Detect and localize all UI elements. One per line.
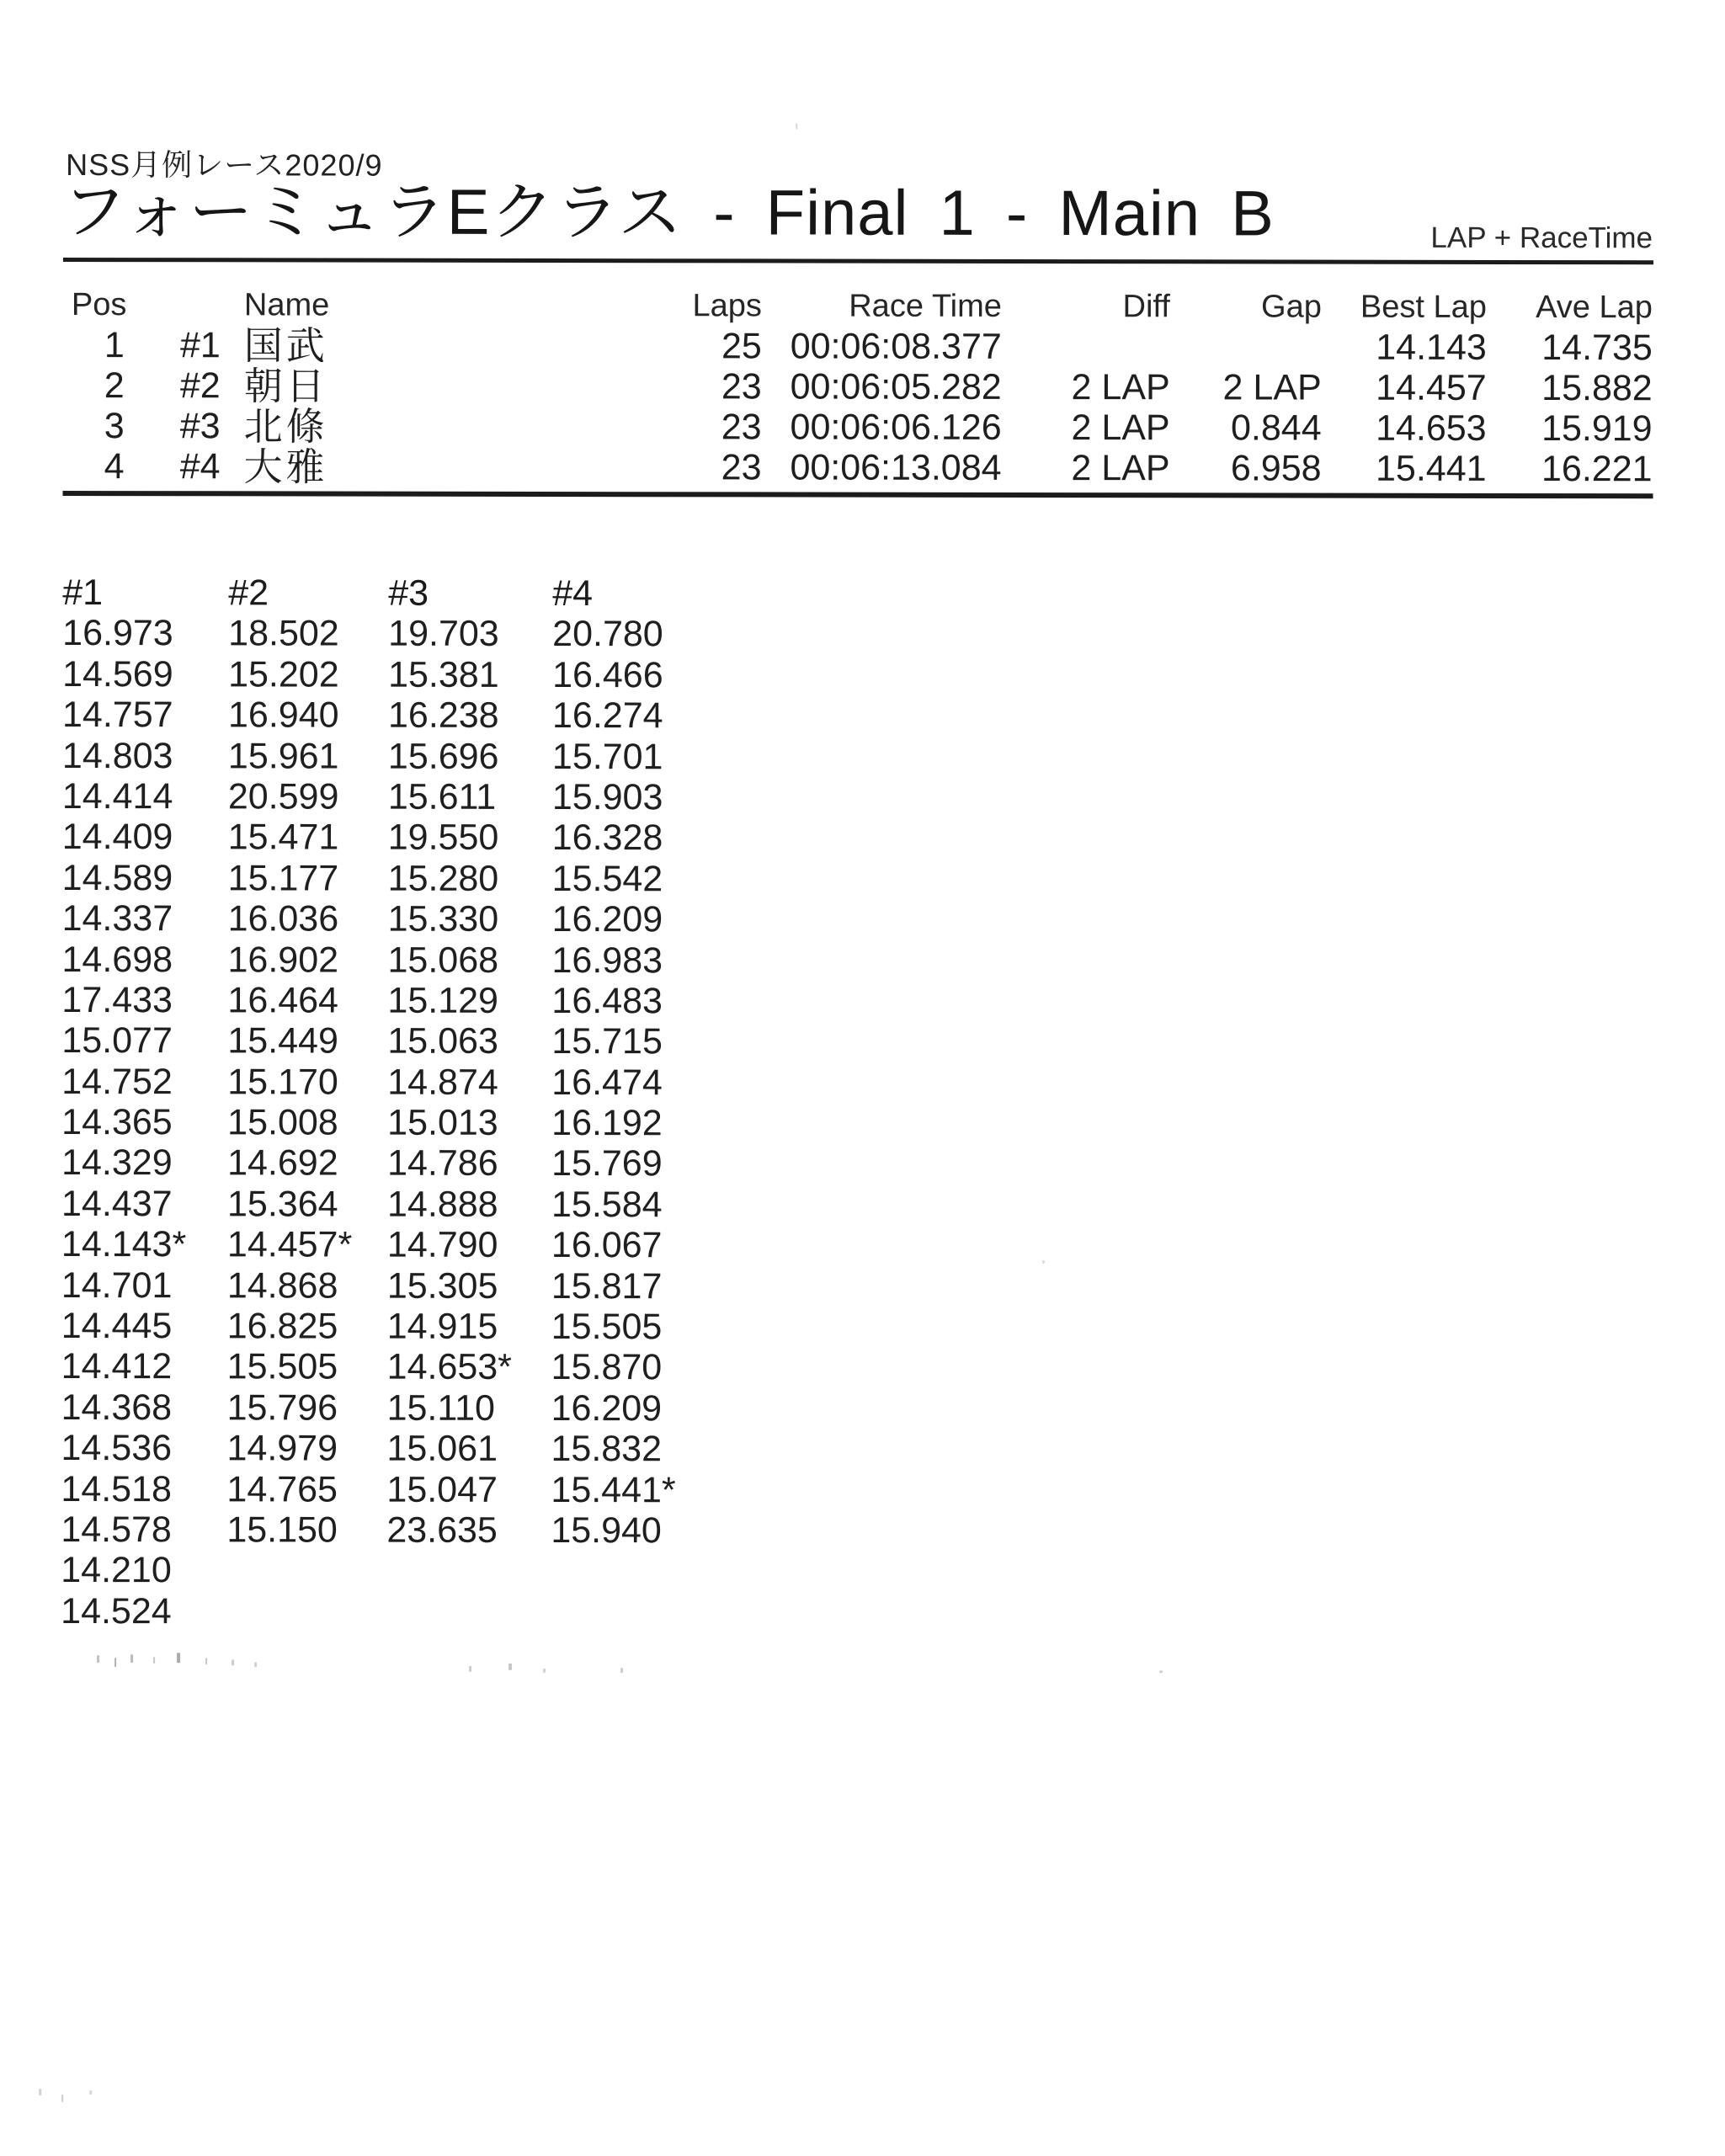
- lap-time-cell: 15.505: [226, 1346, 338, 1387]
- lap-time-cell: 15.110: [386, 1387, 495, 1429]
- lap-time-cell: 14.698: [61, 939, 173, 980]
- lap-time-cell: 15.170: [227, 1062, 338, 1103]
- lap-time-cell: 16.238: [387, 695, 499, 737]
- scan-noise-speck: [153, 1657, 155, 1664]
- scan-noise-speck: [1159, 1670, 1163, 1673]
- lap-row: [61, 1224, 728, 1266]
- lap-time-cell: 15.471: [227, 817, 339, 858]
- lap-time-cell: 15.940: [551, 1509, 662, 1552]
- diff-value: 2 LAP: [1071, 407, 1170, 449]
- lap-row: [62, 776, 729, 818]
- lap-time-cell: 15.077: [61, 1020, 173, 1062]
- lap-time-cell: 15.611: [387, 776, 497, 817]
- lap-row: [61, 1020, 728, 1062]
- results-row: [63, 406, 1653, 449]
- lap-time-cell: 14.329: [61, 1142, 173, 1184]
- scan-noise-speck: [97, 1655, 99, 1663]
- scan-noise-speck: [796, 124, 797, 130]
- laps-value: 23: [721, 366, 762, 407]
- lap-time-cell: 16.983: [551, 940, 663, 981]
- lap-time-cell: 14.803: [61, 735, 173, 776]
- lap-time-cell: 16.209: [551, 1387, 663, 1429]
- lap-time-cell: 14.874: [387, 1062, 498, 1103]
- results-header-row: [63, 285, 1653, 327]
- lap-col-header: #3: [388, 572, 429, 614]
- lap-time-cell: 14.979: [226, 1428, 338, 1469]
- lap-col-header: #1: [62, 572, 104, 614]
- lap-time-cell: 16.973: [62, 613, 173, 654]
- lap-time-cell: 15.696: [387, 736, 499, 777]
- lap-row: [62, 858, 729, 900]
- lap-time-cell: 17.433: [61, 979, 173, 1021]
- driver-name: 朝日: [243, 364, 328, 408]
- lap-time-cell: 16.902: [227, 939, 339, 981]
- lap-time-cell: 14.143*: [61, 1224, 187, 1265]
- scan-noise-speck: [205, 1658, 207, 1664]
- lap-time-cell: 14.790: [386, 1224, 498, 1266]
- lap-time-cell: 15.903: [551, 776, 663, 818]
- scan-noise-speck: [1042, 1260, 1045, 1264]
- page-title: フォーミュラEクラス - Final 1 - Main B: [62, 175, 1275, 250]
- lap-time-cell: 18.502: [228, 613, 339, 654]
- race-time-value: 00:06:08.377: [790, 326, 1002, 367]
- car-number: #2: [179, 365, 221, 407]
- results-table: [63, 285, 1653, 489]
- gap-value: 0.844: [1230, 407, 1322, 449]
- lap-time-cell: 20.599: [227, 776, 339, 817]
- ave-lap-header: Ave Lap: [1536, 290, 1653, 326]
- lap-time-cell: 14.524: [61, 1590, 172, 1632]
- lap-row: [61, 1306, 728, 1348]
- lap-time-cell: 15.305: [386, 1265, 498, 1307]
- lap-col-header: #2: [228, 572, 269, 614]
- driver-name: 北條: [243, 404, 328, 449]
- lap-row: [62, 654, 729, 696]
- lap-time-cell: 16.464: [227, 980, 339, 1021]
- scan-noise-speck: [177, 1653, 180, 1663]
- lap-time-cell: 16.483: [551, 980, 663, 1022]
- lap-time-cell: [551, 1592, 727, 1633]
- lap-row: [62, 695, 729, 737]
- race-time-value: 00:06:05.282: [790, 366, 1002, 407]
- laps-value: 23: [721, 447, 762, 488]
- scan-noise-speck: [232, 1659, 234, 1665]
- title-underline: [63, 258, 1653, 264]
- lap-time-cell: 16.328: [551, 817, 663, 859]
- race-time-value: 00:06:06.126: [790, 407, 1002, 448]
- pos-value: 4: [104, 446, 125, 487]
- best-lap-value: 14.457: [1376, 367, 1487, 408]
- lap-time-cell: 15.008: [227, 1102, 338, 1143]
- lap-row: [61, 1265, 728, 1307]
- lap-time-cell: 15.715: [551, 1021, 663, 1062]
- lap-time-cell: [226, 1551, 386, 1592]
- lap-time-cell: 16.474: [551, 1062, 663, 1103]
- driver-name: 大雅: [243, 445, 328, 489]
- lap-time-cell: 16.067: [551, 1225, 663, 1266]
- lap-time-cell: 16.274: [551, 695, 663, 737]
- diff-value: [1002, 327, 1170, 367]
- lap-time-cell: 15.150: [226, 1509, 338, 1551]
- lap-time-cell: 15.870: [551, 1347, 663, 1388]
- ave-lap-value: 16.221: [1541, 449, 1653, 490]
- lap-time-cell: 16.036: [227, 898, 339, 940]
- car-header: [125, 285, 221, 325]
- lap-time-cell: 14.653*: [386, 1347, 512, 1388]
- lap-time-cell: 14.409: [61, 817, 173, 858]
- lap-chart-table: [61, 572, 729, 1633]
- lap-time-cell: 16.192: [551, 1103, 663, 1144]
- scan-noise-speck: [61, 2095, 63, 2102]
- lap-time-cell: 15.063: [387, 1020, 498, 1062]
- laps-value: 23: [721, 407, 762, 448]
- scan-noise-speck: [469, 1666, 471, 1672]
- scan-noise-speck: [89, 2090, 92, 2095]
- lap-time-cell: 16.940: [227, 695, 339, 736]
- lap-row: [62, 736, 729, 778]
- ave-lap-value: 14.735: [1541, 327, 1653, 369]
- best-lap-value: 15.441: [1375, 448, 1487, 489]
- gap-header: Gap: [1261, 289, 1322, 325]
- laps-header: Laps: [692, 288, 762, 324]
- race-time-header: Race Time: [849, 288, 1002, 324]
- lap-time-cell: 14.589: [61, 857, 173, 898]
- lap-time-cell: 14.752: [61, 1061, 173, 1102]
- best-lap-header: Best Lap: [1360, 289, 1487, 325]
- lap-row: [61, 1102, 728, 1144]
- pos-value: 1: [104, 325, 125, 366]
- lap-time-cell: 15.280: [387, 858, 499, 899]
- scan-noise-speck: [114, 1658, 116, 1667]
- lap-time-cell: 14.569: [62, 653, 173, 695]
- pos-header: Pos: [71, 287, 127, 323]
- lap-time-cell: 14.518: [61, 1468, 173, 1509]
- best-lap-value: 14.653: [1376, 407, 1487, 449]
- lap-time-cell: 14.337: [61, 898, 173, 940]
- lap-time-cell: 15.961: [227, 735, 339, 777]
- lap-time-cell: 15.542: [551, 858, 663, 899]
- lap-row: [61, 980, 728, 1022]
- lap-time-cell: 15.202: [228, 654, 339, 695]
- lap-time-cell: 15.068: [387, 940, 499, 981]
- lap-time-cell: 15.013: [387, 1102, 498, 1143]
- lap-row: [61, 1062, 728, 1104]
- lap-time-cell: 14.915: [386, 1306, 498, 1347]
- lap-time-cell: 14.578: [61, 1509, 172, 1551]
- diff-value: 2 LAP: [1071, 448, 1170, 489]
- driver-name: 国武: [243, 323, 328, 368]
- scan-noise-speck: [508, 1664, 512, 1670]
- lap-time-cell: 15.364: [226, 1184, 338, 1225]
- lap-time-cell: 14.536: [61, 1428, 173, 1469]
- lap-time-cell: 19.550: [387, 817, 499, 859]
- lap-time-cell: 15.817: [551, 1265, 663, 1307]
- lap-time-cell: 14.210: [61, 1550, 172, 1591]
- lap-time-cell: 14.692: [227, 1142, 338, 1184]
- lap-time-cell: [386, 1591, 551, 1632]
- lap-row: [62, 898, 729, 940]
- lap-time-cell: 14.757: [61, 695, 173, 736]
- lap-time-cell: 14.888: [386, 1184, 498, 1225]
- car-number: #4: [179, 446, 221, 487]
- lap-time-cell: 14.445: [61, 1306, 173, 1347]
- lap-col-header: #4: [552, 573, 594, 615]
- lap-time-cell: 15.330: [387, 898, 499, 940]
- pos-value: 2: [104, 365, 125, 407]
- scan-noise-speck: [543, 1669, 546, 1673]
- results-row: [63, 365, 1653, 408]
- lap-time-cell: 14.368: [61, 1387, 173, 1429]
- lap-time-cell: 14.868: [226, 1264, 338, 1307]
- lap-row: [61, 1346, 728, 1388]
- race-time-value: 00:06:13.084: [790, 447, 1002, 488]
- lap-time-cell: 15.047: [386, 1469, 498, 1510]
- lap-row: [61, 1184, 728, 1226]
- pos-value: 3: [104, 406, 125, 447]
- scan-noise-speck: [254, 1662, 257, 1667]
- results-divider: [62, 491, 1653, 498]
- lap-time-cell: 15.701: [551, 736, 663, 777]
- lap-time-cell: 15.381: [388, 654, 499, 695]
- gap-value: [1170, 327, 1322, 367]
- results-row: [63, 325, 1653, 368]
- lap-row: [62, 817, 729, 859]
- ave-lap-value: 15.882: [1541, 368, 1653, 409]
- lap-time-cell: [551, 1551, 727, 1592]
- lap-time-cell: 15.177: [227, 858, 339, 899]
- scan-noise-speck: [130, 1654, 133, 1663]
- lap-time-cell: 16.466: [552, 654, 663, 696]
- best-lap-value: 14.143: [1376, 327, 1487, 368]
- lap-row: [61, 1387, 728, 1429]
- scan-noise-speck: [39, 2089, 41, 2095]
- lap-time-cell: 14.412: [61, 1346, 173, 1387]
- lap-row: [62, 613, 729, 655]
- lap-time-cell: 14.365: [61, 1102, 173, 1143]
- car-number: #3: [179, 406, 221, 447]
- lap-row: [61, 1469, 727, 1511]
- gap-value: 2 LAP: [1222, 367, 1322, 408]
- lap-time-cell: 15.129: [387, 980, 499, 1021]
- lap-time-cell: 14.701: [61, 1264, 173, 1306]
- lap-row: [61, 940, 728, 982]
- lap-row: [61, 1509, 727, 1552]
- lap-time-cell: 15.449: [227, 1020, 338, 1062]
- lap-time-cell: 14.786: [387, 1143, 498, 1184]
- lap-time-cell: 15.832: [551, 1429, 663, 1470]
- lap-time-cell: 15.584: [551, 1184, 663, 1226]
- lap-time-cell: 15.505: [551, 1307, 663, 1348]
- diff-value: 2 LAP: [1071, 367, 1170, 408]
- lap-row: [61, 1550, 727, 1592]
- name-header: Name: [243, 287, 330, 323]
- lap-time-cell: 20.780: [552, 614, 663, 655]
- lap-time-cell: 15.769: [551, 1143, 663, 1184]
- gap-value: 6.958: [1230, 448, 1322, 489]
- lap-chart-header-row: [62, 572, 729, 615]
- ave-lap-value: 15.919: [1541, 408, 1653, 450]
- lap-time-cell: 19.703: [388, 614, 499, 655]
- lap-row: [61, 1142, 728, 1184]
- lap-time-cell: 15.061: [386, 1428, 498, 1470]
- car-number: #1: [179, 325, 221, 366]
- lap-time-cell: 23.635: [386, 1509, 498, 1551]
- lap-time-cell: 16.825: [226, 1306, 338, 1347]
- lap-time-cell: [386, 1551, 551, 1592]
- scan-noise-speck: [620, 1668, 623, 1673]
- lap-time-cell: 15.796: [226, 1387, 338, 1429]
- lap-time-cell: 14.457*: [226, 1224, 353, 1265]
- laps-value: 25: [721, 326, 762, 367]
- event-label: NSS月例レース2020/9: [66, 146, 383, 183]
- lap-time-cell: 14.765: [226, 1468, 338, 1510]
- lap-time-cell: 14.414: [61, 775, 173, 817]
- lap-time-cell: 15.441*: [551, 1469, 676, 1510]
- lap-time-cell: [226, 1591, 386, 1632]
- diff-header: Diff: [1122, 289, 1170, 325]
- lap-time-cell: 14.437: [61, 1183, 173, 1225]
- lap-row: [61, 1428, 727, 1470]
- lap-row: [61, 1591, 727, 1633]
- timing-mode-label: LAP + RaceTime: [1430, 221, 1653, 255]
- results-row: [63, 446, 1653, 489]
- lap-time-cell: 16.209: [551, 899, 663, 940]
